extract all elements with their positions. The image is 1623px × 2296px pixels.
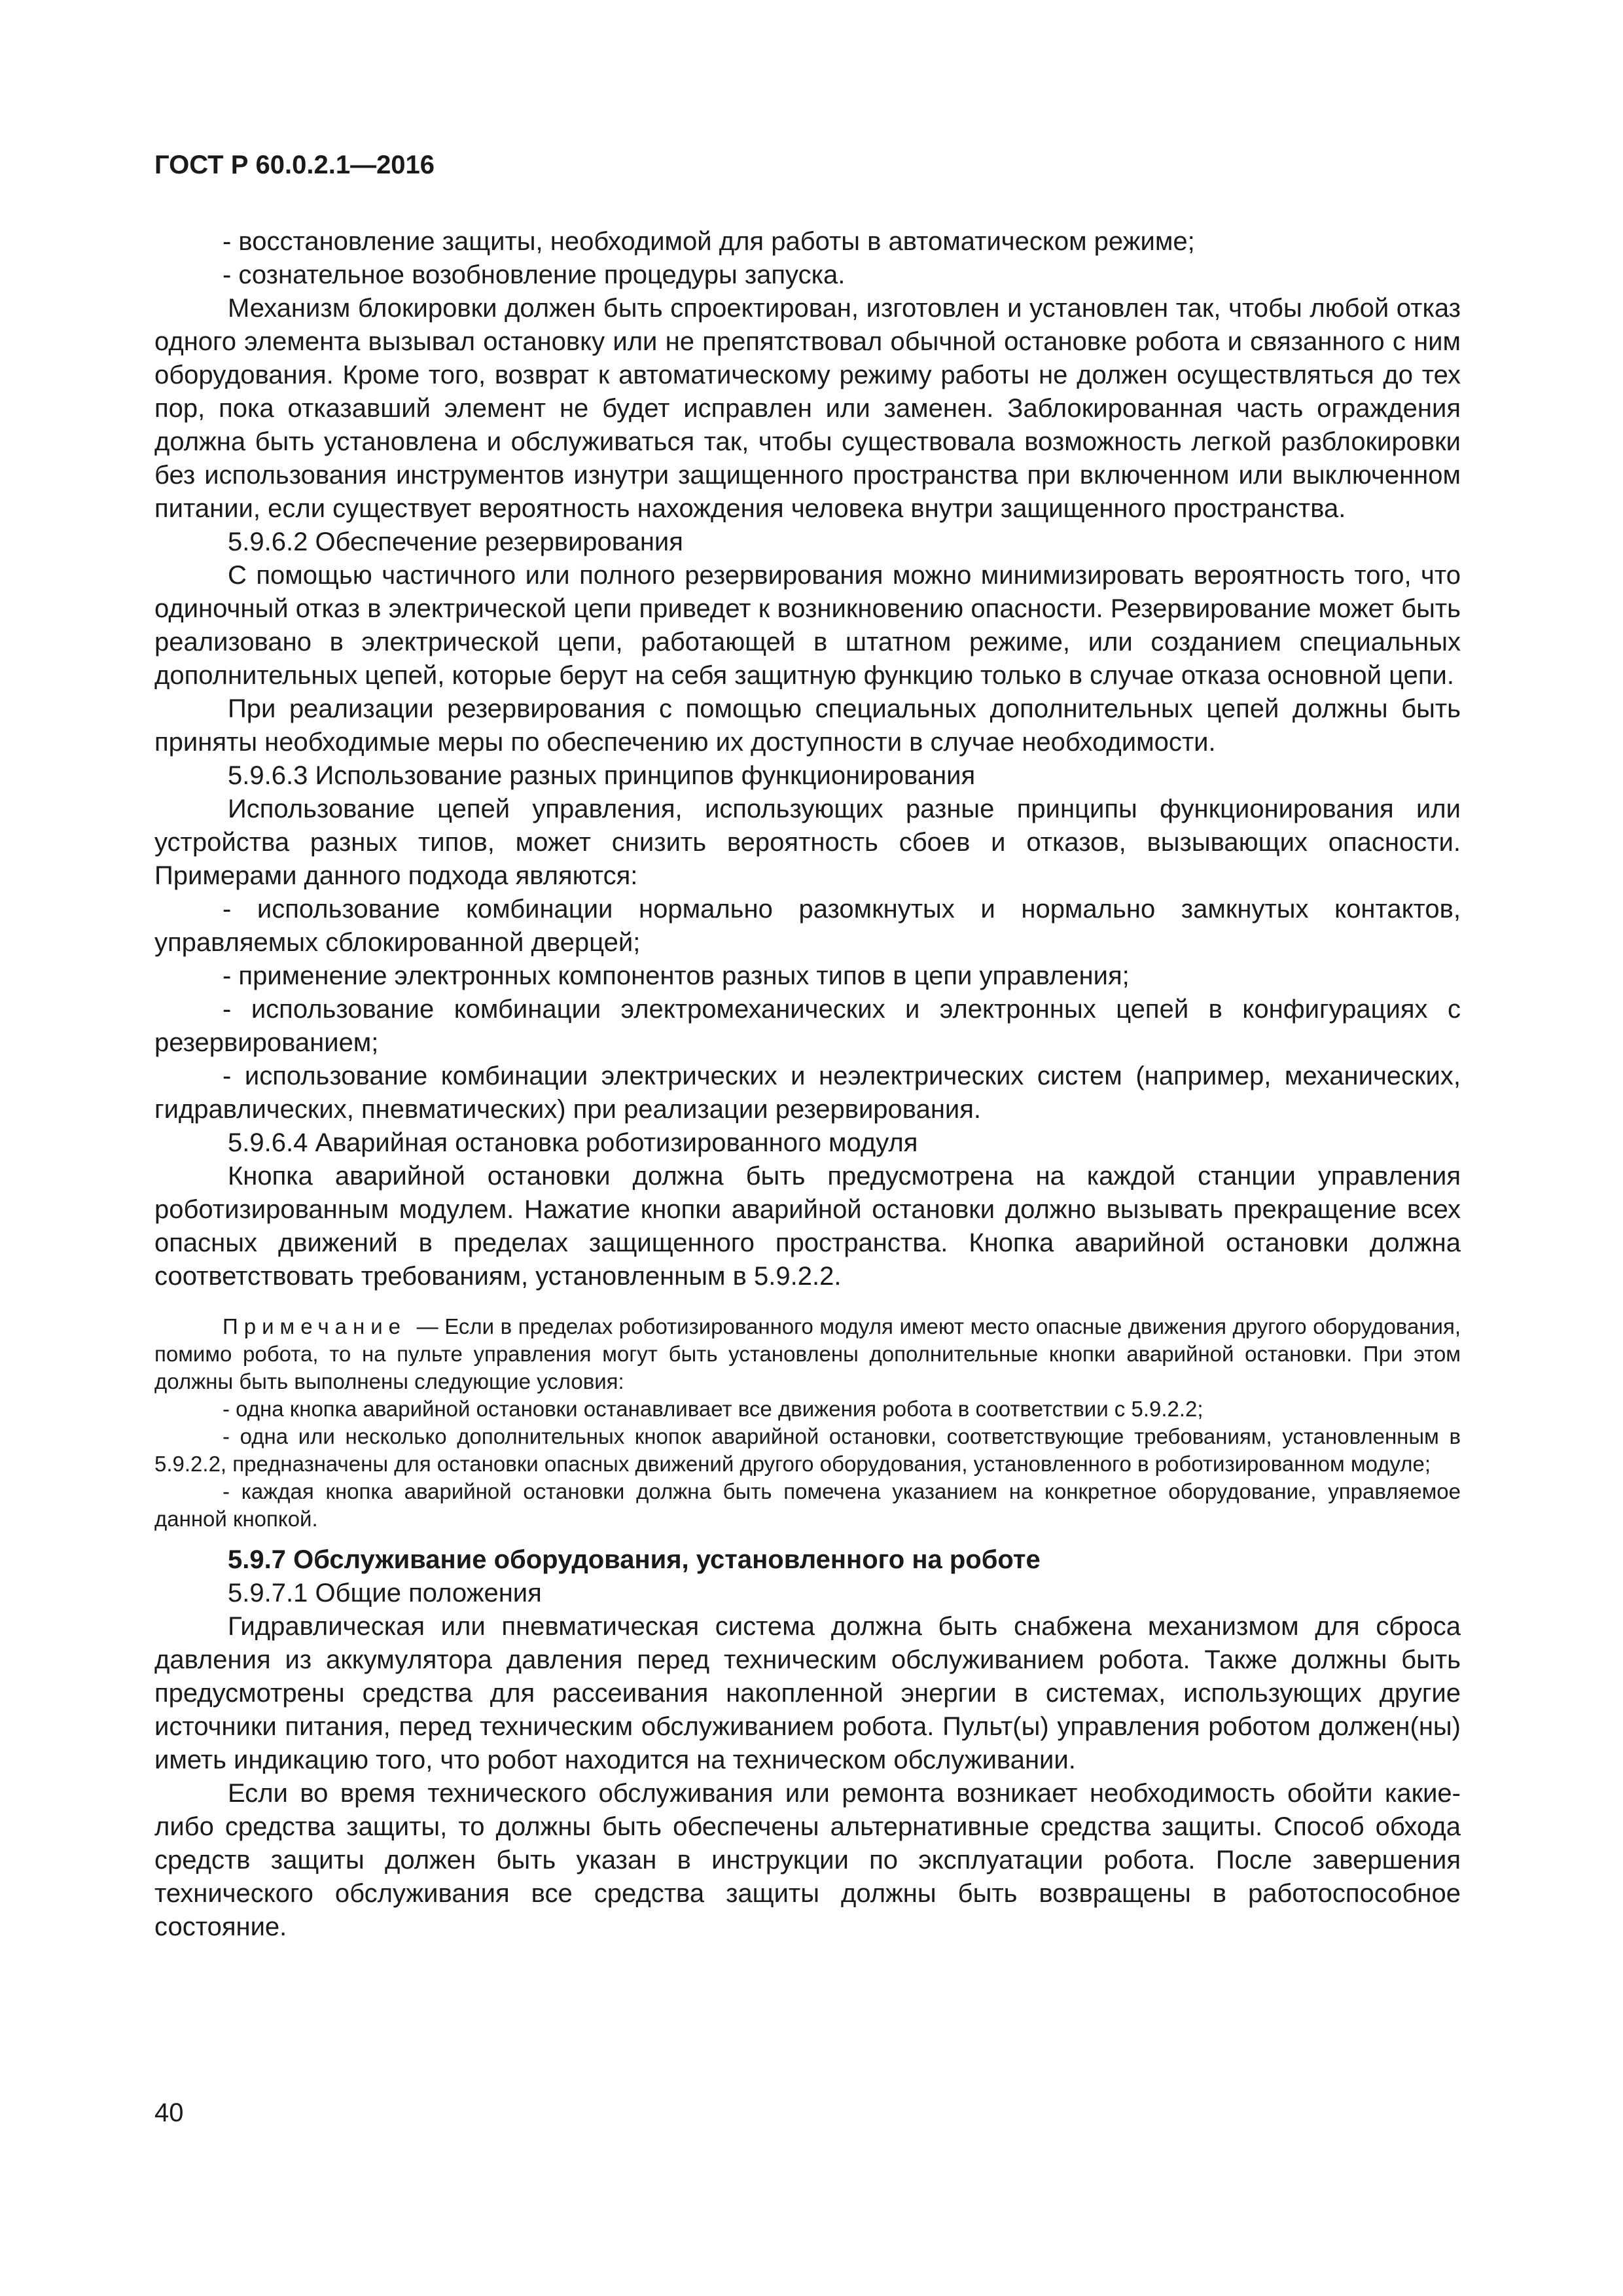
list-item: - использование комбинации электрических и неэлектрических систем (например, механических, гидравлических, пневматических) при реализации резервирования. <box>154 1062 1461 1124</box>
note-list-item: - одна кнопка аварийной остановки останавливает все движения робота в соответствии с 5.9.2.2; <box>223 1397 1204 1421</box>
paragraph-redundancy-1: С помощью частичного или полного резервирования можно минимизировать вероятность того, что одиночный отказ в электрической цепи приведет к возникновению опасности. Резервирование может быть реализовано в электрической цепи, работающей в штатном режиме, или созданием специальных дополнительных цепей, которые берут на себя защитную функцию только в случае отказа основной цепи. <box>154 561 1461 690</box>
subsection-heading-5-9-6-4: 5.9.6.4 Аварийная остановка роботизированного модуля <box>228 1128 918 1157</box>
note-list-item: - одна или несколько дополнительных кнопок аварийной остановки, соответствующие требованиям, установленным в 5.9.2.2, предназначены для остановки опасных движений другого оборудования, установленного в роботизированном модуле; <box>154 1424 1461 1476</box>
list-item: - восстановление защиты, необходимой для работы в автоматическом режиме; <box>223 227 1195 256</box>
paragraph-maintenance-1: Гидравлическая или пневматическая система должна быть снабжена механизмом для сброса давления из аккумулятора давления перед техническим обслуживанием робота. Также должны быть предусмотрены средства для рассеивания накопленной энергии в системах, использующих другие источники питания, перед техническим обслуживанием робота. Пульт(ы) управления роботом должен(ны) иметь индикацию того, что робот находится на техническом обслуживании. <box>154 1612 1461 1774</box>
paragraph-diversity: Использование цепей управления, использующих разные принципы функционирования или устройства разных типов, может снизить вероятность сбоев и отказов, вызывающих опасности. Примерами данного подхода являются: <box>154 795 1461 890</box>
section-heading-5-9-7: 5.9.7 Обслуживание оборудования, установленного на роботе <box>228 1545 1041 1574</box>
paragraph-redundancy-2: При реализации резервирования с помощью специальных дополнительных цепей должны быть приняты необходимые меры по обеспечению их доступности в случае необходимости. <box>154 694 1461 757</box>
list-item: - использование комбинации нормально разомкнутых и нормально замкнутых контактов, управляемых сблокированной дверцей; <box>154 895 1461 957</box>
list-item: - использование комбинации электромеханических и электронных цепей в конфигурациях с резервированием; <box>154 995 1461 1057</box>
paragraph-emergency-stop: Кнопка аварийной остановки должна быть предусмотрена на каждой станции управления роботизированным модулем. Нажатие кнопки аварийной остановки должно вызывать прекращение всех опасных движений в пределах защищенного пространства. Кнопка аварийной остановки должна соответствовать требованиям, установленным в 5.9.2.2. <box>154 1162 1461 1291</box>
note-paragraph <box>154 1313 1461 1395</box>
note-text: Если в пределах роботизированного модуля имеют место опасные движения другого оборудования, помимо робота, то на пульте управления могут быть установлены дополнительные кнопки аварийной остановки. При этом должны быть выполнены следующие условия: <box>154 1314 1461 1393</box>
page-number: 40 <box>154 2098 184 2127</box>
list-item: - применение электронных компонентов разных типов в цепи управления; <box>223 961 1130 990</box>
subsection-heading-5-9-6-3: 5.9.6.3 Использование разных принципов функционирования <box>228 761 976 790</box>
note-dash: — <box>416 1314 438 1338</box>
subsection-heading-5-9-6-2: 5.9.6.2 Обеспечение резервирования <box>228 528 683 556</box>
note-block <box>154 1313 1461 1533</box>
page-body <box>154 225 1461 1944</box>
subsection-heading-5-9-7-1: 5.9.7.1 Общие положения <box>228 1579 542 1607</box>
note-list-item: - каждая кнопка аварийной остановки должна быть помечена указанием на конкретное оборудование, управляемое данной кнопкой. <box>154 1479 1461 1531</box>
list-item: - сознательное возобновление процедуры запуска. <box>223 260 846 289</box>
paragraph-maintenance-2: Если во время технического обслуживания или ремонта возникает необходимость обойти какие-либо средства защиты, то должны быть обеспечены альтернативные средства защиты. Способ обхода средств защиты должен быть указан в инструкции по эксплуатации робота. После завершения технического обслуживания все средства защиты должны быть возвращены в работоспособное состояние. <box>154 1779 1461 1941</box>
note-label: Примечание <box>223 1314 407 1338</box>
document-code-header: ГОСТ Р 60.0.2.1—2016 <box>154 151 435 179</box>
paragraph-interlock: Механизм блокировки должен быть спроектирован, изготовлен и установлен так, чтобы любой отказ одного элемента вызывал остановку или не препятствовал обычной остановке робота и связанного с ним оборудования. Кроме того, возврат к автоматическому режиму работы не должен осуществляться до тех пор, пока отказавший элемент не будет исправлен или заменен. Заблокированная часть ограждения должна быть установлена и обслуживаться так, чтобы существовала возможность легкой разблокировки без использования инструментов изнутри защищенного пространства при включенном или выключенном питании, если существует вероятность нахождения человека внутри защищенного пространства. <box>154 294 1461 523</box>
